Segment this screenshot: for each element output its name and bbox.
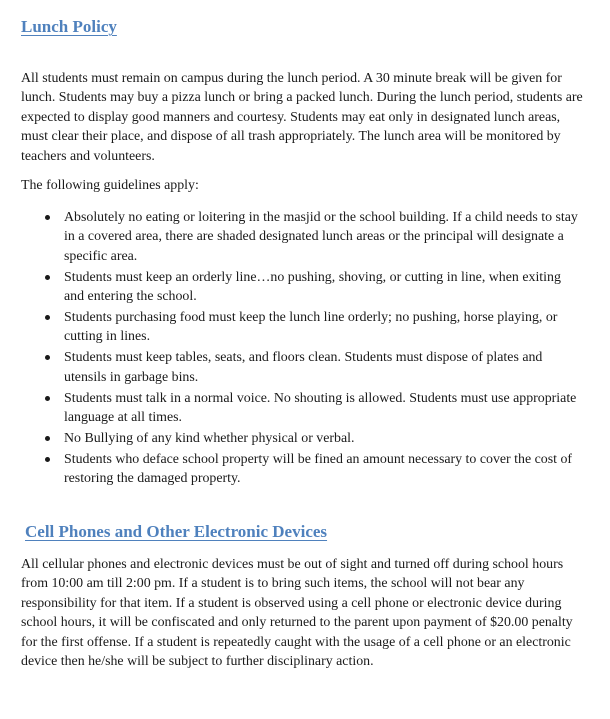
guideline-item [0, 208, 579, 266]
bullet-icon [45, 355, 50, 360]
lunch-policy-heading: Lunch Policy [21, 17, 117, 36]
bullet-icon [45, 436, 50, 441]
guideline-item [0, 308, 579, 347]
guidelines-list [0, 208, 600, 490]
lunch-policy-intro: All students must remain on campus during the lunch period. A 30 minute break will be given for lunch. Students may buy a pizza lunch or bring a packed lunch. During the lunch period, students are expected to display good manners and courtesy. Students may eat only in designated lunch areas, must clear their place, and dispose of all trash appropriately. The lunch area will be monitored by teachers and volunteers. [21, 71, 583, 164]
guideline-text: Students purchasing food must keep the lunch line orderly; no pushing, horse playing, or cutting in lines. [64, 310, 558, 345]
guideline-item [0, 429, 579, 448]
guideline-text: Absolutely no eating or loitering in the masjid or the school building. If a child needs to stay in a covered area, there are shaded designated lunch areas or the principal will designate a specific area. [64, 210, 578, 264]
bullet-icon [45, 215, 50, 220]
guideline-text: Students must talk in a normal voice. No shouting is allowed. Students must use appropriate language at all times. [64, 390, 577, 426]
bullet-icon [45, 275, 50, 280]
guidelines-lead: The following guidelines apply: [21, 178, 199, 193]
bullet-icon [45, 457, 50, 462]
cell-phones-body: All cellular phones and electronic devices must be out of sight and turned off during school hours from 10:00 am till 2:00 pm. If a student is to bring such items, the school will not bear any responsibility for that item. If a student is observed using a cell phone or electronic device during school hours, it will be confiscated and only returned to the parent upon payment of $20.00 penalty for the first offense. If a student is repeatedly caught with the usage of a cell phone or an electronic device then he/she will be subject to further disciplinary action. [21, 557, 573, 670]
guideline-item [0, 389, 579, 428]
bullet-icon [45, 396, 50, 401]
guideline-text: Students must keep tables, seats, and floors clean. Students must dispose of plates and utensils in garbage bins. [64, 350, 543, 385]
cell-phones-heading: Cell Phones and Other Electronic Devices [25, 522, 328, 541]
guideline-text: Students must keep an orderly line…no pushing, shoving, or cutting in line, when exiting and entering the school. [64, 269, 561, 305]
guideline-item [0, 268, 579, 307]
guideline-text: Students who deface school property will be fined an amount necessary to cover the cost of restoring the damaged property. [64, 451, 573, 487]
bullet-icon [45, 315, 50, 320]
guideline-item [0, 348, 579, 387]
guideline-item [0, 450, 579, 489]
guideline-text: No Bullying of any kind whether physical or verbal. [64, 430, 355, 446]
